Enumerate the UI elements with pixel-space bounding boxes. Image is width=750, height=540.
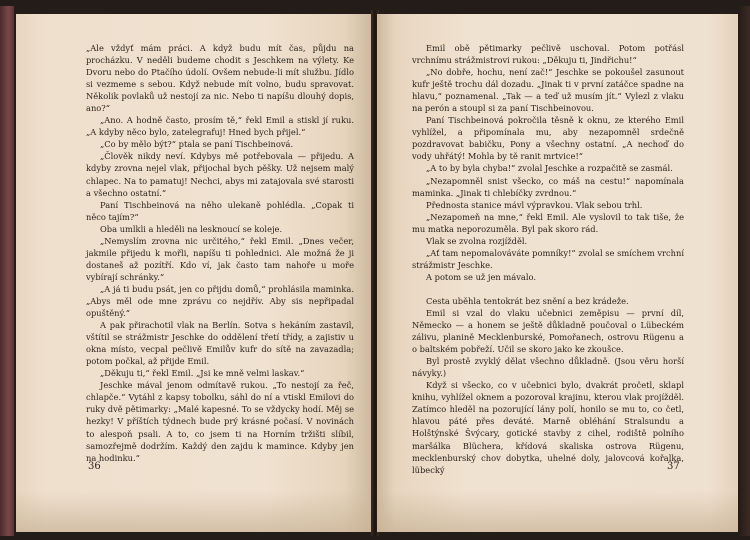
right-page-text: [412, 42, 684, 476]
paragraph: A potom se už jen mávalo.: [426, 271, 536, 282]
paragraph: Emil obě pětimarky pečlivě uschoval. Potom potřásl vrchnímu strážmistrovi rukou: „Děkuju ti, Jindřichu!“: [412, 43, 684, 66]
paragraph: Přednosta stanice mávl výpravkou. Vlak sebou trhl.: [426, 199, 643, 210]
paragraph: „Ať tam nepomalováváte pomníky!“ zvolal se smíchem vrchní strážmistr Jeschke.: [412, 247, 684, 270]
paragraph: „Nezapomeň na mne,“ řekl Emil. Ale vyslovil to tak tiše, že mu matka neporozuměla. Byl pak skoro rád.: [412, 211, 684, 234]
right-page: [377, 14, 738, 532]
page-number-right: 37: [667, 461, 680, 472]
paragraph: A pak přirachotil vlak na Berlín. Sotva s hekáním zastavil, vštítil se strážmistr Jeschke do oddělení třetí třídy, a zajistiv u okna místo, vecpal pečlivě Emilův kufr do sítě na zavazadla; potom počkal, až přijde Emil.: [86, 320, 354, 367]
paragraph: Paní Tischbeinová na něho ulekaně pohlédla. „Copak ti něco tajím?“: [86, 199, 354, 222]
paragraph: Emil si vzal do vlaku učebnici zeměpisu — první díl, Německo — a honem se ještě důkladně poučoval o Lübeckém zálivu, planině Mecklenburské, Pomořanech, ostrovu Rügenu a o baltském pobřeží. Učil se skoro jako ke zkoušce.: [412, 307, 684, 355]
book-cover-edge-right: [740, 6, 750, 536]
page-number-left: 36: [88, 461, 101, 472]
paragraph: „Děkuju ti,“ řekl Emil. „Jsi ke mně velmi laskav.“: [100, 368, 305, 379]
paragraph: Vlak se zvolna rozjížděl.: [426, 235, 528, 246]
paper-stain: [377, 490, 738, 532]
book-cover-edge-left: [0, 6, 14, 536]
paragraph: Když si všecko, co v učebnici bylo, dvakrát pročetl, sklapl knihu, vyhlížel oknem a pozoroval krajinu, kterou vlak projížděl. Zatímco hleděl na pozorující lány polí, honilo se mu to, co četl, hlavou páté přes deváté. Marně obléhání Stralsundu a Holštýnské Švýcary, gotické stavby z cihel, rodiště polního maršálka Blüchera, křídová skaliska ostrova Rügenu, mecklenburský chov dobytka, uhelné doly, jalovcová kořalka, lübecký: [412, 380, 684, 475]
paragraph: „A já ti budu psát, jen co přijdu domů,“ prohlásila maminka. „Abys měl ode mne zprávu co nejdřív. Aby sis nepřipadal opuštěný.“: [86, 283, 354, 319]
paragraph: „Člověk nikdy neví. Kdybys mě potřebovala — přijedu. A kdyby zrovna nejel vlak, přijochal bych pěšky. Už nejsem malý chlapec. Na to pamatuj! Nechci, abys mi zatajovala své starosti a všechno ostatní.“: [86, 151, 354, 198]
paragraph: Cesta uběhla tentokrát bez snění a bez krádeže.: [426, 295, 629, 306]
paragraph: „Co by mělo být?“ ptala se paní Tischbeinová.: [100, 139, 294, 150]
paper-stain: [16, 490, 373, 532]
paragraph: „Nezapomněl snist všecko, co máš na cestu!“ napomínala maminka. „Jinak ti chlebíčky zvrdnou.“: [412, 175, 684, 198]
paragraph: „Ano. A hodně často, prosím tě,“ řekl Emil a stiskl jí ruku. „A kdyby něco bylo, zatelegrafuj! Hned bych přijel.“: [86, 115, 354, 138]
paragraph: „Nemyslím zrovna nic určitého,“ řekl Emil. „Dnes večer, jakmile přijedu k mořli, napíšu ti pohlednici. Ale možná že ji dostaneš až pozítří. Kdo ví, jak často tam nahoře u moře vybírají schránky.“: [86, 235, 354, 282]
paragraph: Paní Tischbeinová pokročila těsně k oknu, ze kterého Emil vyhlížel, a připomínala mu, aby nezapomněl srdečně pozdravovat babičku, Pony a všechny ostatní. „A nechoď do vody uhřátý! Mohla by tě ranit mrtvice!“: [412, 115, 684, 162]
paragraph: Jeschke mával jenom odmítavě rukou. „To nestojí za řeč, chlapče.“ Vytáhl z kapsy tobolku, sáhl do ní a vtiskl Emilovi do ruky dvě pětimarky: „Malé kapesné. To se vždycky hodí. Měj se hezky! V příštích týdnech bude prý krásné počasí. V novinách to alespoň psali. A to, co jsem ti na Horním tržišti slíbil, samozřejmě dodržím. Každý den zajdu k mamince. Kdyby jen na hodinku.“: [86, 380, 354, 463]
left-page-text: [86, 42, 354, 464]
left-page: [16, 14, 373, 532]
paragraph: Byl prostě zvyklý dělat všechno důkladně. (Jsou věru horší návyky.): [412, 356, 684, 379]
paragraph: Oba umlkli a hleděli na lesknoucí se koleje.: [100, 223, 283, 234]
paragraph: „A to by byla chyba!“ zvolal Jeschke a rozpačitě se zasmál.: [426, 163, 673, 174]
paragraph: „No dobře, hochu, není zač!“ Jeschke se pokoušel zasunout kufr ještě trochu dál dozadu. „Jinak ti v první zatáčce spadne na hlavu,“ poznamenal. „Tak — a teď už musím jít.“ Vylezl z vlaku na perón a stoupl si za paní Tischbeinovou.: [412, 67, 684, 114]
paragraph: „Ale vždyť mám práci. A když budu mít čas, půjdu na procházku. V neděli budeme chodit s Jeschkem na výlety. Ke Dvoru nebo do Ptačího údolí. Ovšem nebude-li mít službu. Jídlo si vezmeme s sebou. Když nebude mít volno, budu spravovat. Několik povlaků už nestojí za nic. Nebo ti napíšu dlouhý dopis, ano?“: [86, 43, 354, 114]
